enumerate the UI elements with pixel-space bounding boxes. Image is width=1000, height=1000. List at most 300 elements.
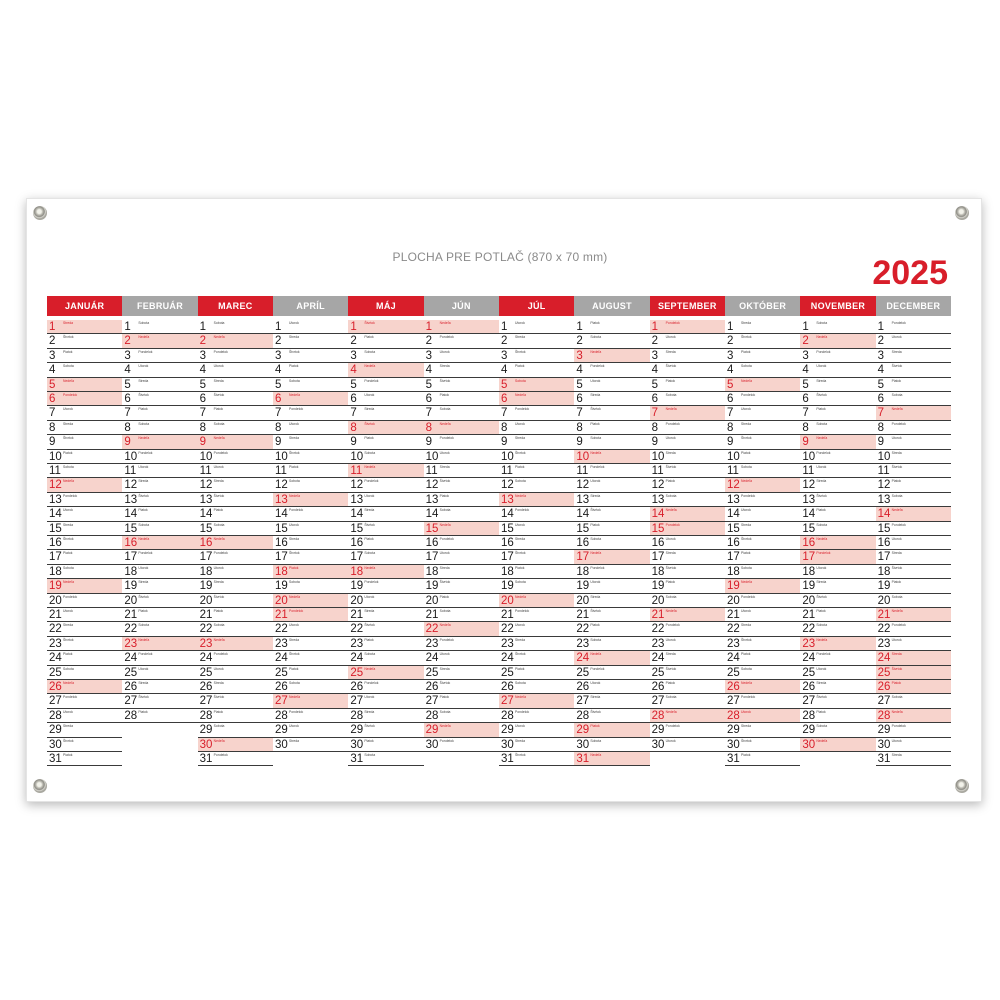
month-column (348, 296, 423, 766)
weekday-name: Streda (515, 637, 525, 642)
day-number: 4 (802, 364, 809, 377)
day-row (424, 349, 499, 363)
day-number: 17 (275, 551, 288, 564)
day-number: 16 (727, 537, 740, 549)
weekday-name: Pondelok (665, 522, 680, 527)
weekday-name: Piatok (213, 609, 224, 613)
day-row (198, 435, 273, 449)
day-number: 8 (350, 421, 357, 434)
weekday-name: Pondelok (138, 652, 153, 657)
day-number: 13 (275, 493, 288, 506)
weekday-name: Nedeľa (364, 565, 376, 570)
day-number: 24 (425, 652, 439, 665)
day-row (122, 550, 197, 564)
day-number: 22 (49, 623, 62, 636)
day-row (122, 594, 197, 608)
day-row (800, 464, 875, 478)
day-row (499, 550, 574, 564)
weekday-name: Nedeľa (364, 364, 376, 369)
day-row (650, 709, 725, 723)
day-number: 10 (501, 450, 514, 463)
weekday-name: Sobota (63, 364, 74, 369)
weekday-name: Pondelok (816, 349, 831, 354)
weekday-name: Utorok (741, 609, 751, 613)
weekday-name: Nedeľa (213, 738, 225, 743)
day-number: 14 (877, 508, 891, 521)
day-number: 22 (124, 623, 138, 636)
day-number: 14 (199, 508, 213, 521)
month-column (198, 296, 273, 766)
day-row (574, 349, 649, 363)
day-row (273, 594, 348, 608)
day-row (800, 392, 875, 406)
day-row (122, 651, 197, 665)
day-number: 30 (501, 738, 514, 751)
day-number: 22 (877, 623, 891, 636)
day-row (574, 478, 649, 492)
day-row (198, 709, 273, 723)
weekday-name: Pondelok (891, 421, 906, 426)
weekday-name: Streda (741, 321, 751, 325)
day-row (348, 608, 423, 622)
day-number: 15 (425, 522, 439, 535)
day-row (273, 450, 348, 464)
day-number: 26 (425, 681, 439, 693)
day-number: 13 (425, 493, 439, 506)
day-number: 3 (501, 349, 508, 362)
weekday-name: Štvrtok (63, 335, 74, 340)
day-row (574, 522, 649, 536)
day-number: 20 (576, 594, 590, 607)
day-row (424, 334, 499, 348)
day-row (876, 363, 951, 377)
weekday-name: Streda (816, 378, 827, 383)
weekday-name: Nedeľa (741, 681, 752, 685)
month-column (725, 296, 800, 766)
weekday-name: Utorok (590, 378, 601, 383)
day-row (47, 565, 122, 579)
weekday-name: Piatok (138, 508, 148, 513)
weekday-name: Utorok (816, 465, 827, 469)
day-row (574, 493, 649, 507)
day-row (122, 565, 197, 579)
day-number: 8 (802, 421, 809, 434)
day-row (800, 637, 875, 651)
day-row (725, 666, 800, 680)
weekday-name: Štvrtok (289, 450, 300, 455)
day-number: 1 (727, 321, 734, 333)
day-row (424, 392, 499, 406)
weekday-name: Štvrtok (816, 393, 827, 397)
day-row (273, 680, 348, 694)
day-row (499, 752, 574, 766)
weekday-name: Streda (63, 623, 73, 628)
weekday-name: Sobota (665, 493, 677, 498)
month-header: JANUÁR (47, 296, 122, 316)
day-row (424, 694, 499, 708)
day-number: 13 (49, 493, 62, 506)
day-row (424, 378, 499, 392)
day-row (122, 666, 197, 680)
weekday-name: Štvrtok (665, 666, 677, 671)
day-row (198, 637, 273, 651)
day-row (574, 392, 649, 406)
weekday-name: Piatok (364, 738, 374, 743)
day-row (800, 536, 875, 550)
weekday-name: Štvrtok (590, 709, 601, 714)
weekday-name: Sobota (741, 666, 752, 671)
day-row (499, 320, 574, 334)
day-row (650, 363, 725, 377)
day-number: 28 (199, 709, 213, 722)
day-number: 25 (651, 666, 665, 679)
day-row (348, 550, 423, 564)
day-row (499, 493, 574, 507)
day-number: 29 (501, 724, 514, 737)
day-number: 6 (501, 393, 508, 405)
day-row (725, 622, 800, 636)
day-row (424, 651, 499, 665)
day-number: 3 (425, 349, 433, 362)
weekday-name: Nedeľa (891, 709, 903, 714)
weekday-name: Utorok (364, 393, 375, 397)
day-row (876, 579, 951, 593)
weekday-name: Nedeľa (439, 421, 451, 426)
day-number: 10 (199, 450, 213, 463)
weekday-name: Streda (665, 551, 676, 556)
day-number: 8 (576, 421, 583, 434)
day-number: 2 (49, 335, 56, 348)
day-row (876, 421, 951, 435)
day-number: 1 (877, 321, 885, 333)
weekday-name: Nedeľa (213, 637, 225, 642)
day-row (574, 651, 649, 665)
day-row (273, 579, 348, 593)
day-number: 31 (49, 753, 62, 765)
day-number: 2 (350, 335, 357, 348)
day-number: 24 (275, 652, 288, 665)
weekday-name: Štvrtok (515, 551, 526, 556)
weekday-name: Utorok (515, 421, 525, 426)
day-number: 10 (49, 450, 62, 463)
weekday-name: Nedeľa (364, 666, 376, 671)
day-number: 25 (877, 666, 891, 679)
day-number: 9 (727, 436, 734, 449)
day-number: 6 (49, 393, 56, 405)
day-row (47, 694, 122, 708)
weekday-name: Piatok (816, 407, 826, 412)
weekday-name: Piatok (213, 508, 224, 513)
day-number: 24 (802, 652, 816, 665)
day-row (424, 435, 499, 449)
day-number: 19 (576, 580, 590, 593)
weekday-name: Nedeľa (439, 623, 451, 628)
weekday-name: Streda (515, 537, 525, 541)
day-number: 20 (49, 594, 62, 607)
day-number: 9 (425, 436, 433, 449)
day-number: 14 (425, 508, 439, 521)
weekday-name: Piatok (665, 479, 676, 484)
weekday-name: Nedeľa (289, 393, 300, 397)
day-number: 21 (802, 609, 816, 621)
day-number: 21 (501, 609, 514, 621)
day-row (650, 450, 725, 464)
day-row (650, 493, 725, 507)
day-number: 6 (802, 393, 809, 405)
day-number: 20 (199, 594, 213, 607)
weekday-name: Utorok (289, 623, 299, 628)
day-number: 29 (802, 724, 816, 737)
day-number: 29 (727, 724, 740, 737)
day-row (725, 406, 800, 420)
day-row (800, 680, 875, 694)
day-number: 27 (727, 695, 740, 708)
month-column (424, 296, 499, 766)
day-number: 24 (124, 652, 138, 665)
day-number: 17 (49, 551, 62, 564)
weekday-name: Sobota (891, 393, 903, 397)
weekday-name: Nedeľa (213, 335, 225, 340)
weekday-name: Utorok (741, 709, 751, 714)
month-header: APRÍL (273, 296, 348, 316)
day-row (876, 738, 951, 752)
weekday-name: Pondelok (364, 479, 379, 484)
weekday-name: Piatok (741, 349, 751, 354)
weekday-name: Utorok (590, 580, 601, 585)
day-row (876, 507, 951, 521)
weekday-name: Utorok (816, 565, 827, 570)
day-row (650, 680, 725, 694)
day-row (198, 579, 273, 593)
day-number: 19 (124, 580, 138, 593)
day-number: 24 (651, 652, 665, 665)
day-number: 7 (501, 407, 508, 420)
weekday-name: Štvrtok (289, 349, 300, 354)
day-row (47, 320, 122, 334)
day-row (198, 622, 273, 636)
day-number: 12 (802, 479, 816, 492)
day-row (574, 738, 649, 752)
day-row (574, 579, 649, 593)
day-row (47, 579, 122, 593)
day-number: 24 (501, 652, 514, 665)
weekday-name: Štvrtok (213, 695, 225, 700)
day-row (348, 522, 423, 536)
day-number: 22 (501, 623, 514, 636)
day-number: 11 (199, 465, 212, 477)
day-row (499, 579, 574, 593)
day-number: 13 (350, 493, 364, 506)
day-number: 14 (275, 508, 288, 521)
day-number: 27 (501, 695, 514, 708)
weekday-name: Štvrtok (364, 421, 375, 426)
weekday-name: Streda (816, 580, 827, 585)
day-number: 17 (350, 551, 364, 564)
day-number: 21 (576, 609, 590, 621)
day-row (499, 723, 574, 737)
weekday-name: Streda (816, 479, 827, 484)
day-number: 23 (275, 637, 288, 650)
day-number: 20 (350, 594, 364, 607)
day-row (876, 666, 951, 680)
day-row (198, 421, 273, 435)
weekday-name: Pondelok (816, 652, 831, 657)
weekday-name: Utorok (213, 465, 224, 469)
weekday-name: Sobota (590, 537, 602, 541)
weekday-name: Piatok (138, 709, 148, 714)
day-row (273, 464, 348, 478)
weekday-name: Nedeľa (515, 493, 526, 498)
day-row (650, 651, 725, 665)
day-number: 28 (124, 709, 138, 722)
weekday-name: Nedeľa (63, 378, 74, 383)
day-row (650, 536, 725, 550)
weekday-name: Sobota (364, 753, 376, 757)
weekday-name: Sobota (590, 436, 602, 441)
day-row (47, 651, 122, 665)
day-row (725, 522, 800, 536)
day-row (348, 478, 423, 492)
day-number: 19 (199, 580, 213, 593)
day-row (499, 594, 574, 608)
day-row (122, 680, 197, 694)
day-row (273, 550, 348, 564)
day-row (424, 579, 499, 593)
day-row (424, 464, 499, 478)
day-row (348, 666, 423, 680)
weekday-name: Nedeľa (439, 321, 451, 325)
weekday-name: Sobota (63, 465, 74, 469)
day-number: 15 (49, 522, 62, 535)
day-row (122, 522, 197, 536)
weekday-name: Nedeľa (665, 508, 677, 513)
weekday-name: Štvrtok (364, 623, 375, 628)
weekday-name: Piatok (891, 378, 902, 383)
weekday-name: Pondelok (63, 393, 78, 397)
day-number: 8 (651, 421, 659, 434)
print-area-label: PLOCHA PRE POTLAČ (870 x 70 mm) (392, 250, 608, 264)
day-row (198, 680, 273, 694)
weekday-name: Piatok (590, 321, 600, 325)
day-number: 9 (501, 436, 508, 449)
day-number: 21 (727, 609, 740, 621)
day-number: 25 (199, 666, 213, 679)
day-row (273, 435, 348, 449)
day-row (876, 378, 951, 392)
day-row (122, 507, 197, 521)
day-number: 25 (501, 666, 514, 679)
weekday-name: Štvrtok (891, 465, 903, 469)
day-number: 30 (877, 738, 891, 751)
weekday-name: Piatok (741, 450, 751, 455)
day-number: 17 (199, 551, 213, 564)
weekday-name: Utorok (439, 551, 450, 556)
day-row (499, 522, 574, 536)
day-number: 16 (425, 537, 439, 549)
weekday-name: Nedeľa (816, 738, 828, 743)
day-number: 25 (425, 666, 439, 679)
day-row (650, 378, 725, 392)
weekday-name: Nedeľa (213, 537, 225, 541)
month-column (800, 296, 875, 766)
weekday-name: Pondelok (665, 724, 680, 729)
day-row (800, 507, 875, 521)
weekday-name: Sobota (891, 594, 903, 599)
day-row (348, 450, 423, 464)
day-number: 3 (576, 349, 583, 362)
day-row (499, 637, 574, 651)
day-row (47, 752, 122, 766)
weekday-name: Štvrtok (289, 551, 300, 556)
day-row (348, 723, 423, 737)
weekday-name: Štvrtok (891, 666, 903, 671)
day-row (574, 723, 649, 737)
day-number: 5 (727, 378, 734, 391)
day-number: 7 (877, 407, 885, 420)
weekday-name: Nedeľa (891, 407, 903, 412)
grommet-bottom-right (955, 779, 969, 793)
day-number: 30 (651, 738, 665, 751)
day-number: 27 (877, 695, 891, 708)
day-row (650, 507, 725, 521)
day-row (725, 450, 800, 464)
day-number: 7 (49, 407, 56, 420)
month-header: NOVEMBER (800, 296, 875, 316)
day-number: 4 (124, 364, 131, 377)
day-number: 10 (802, 450, 816, 463)
weekday-name: Piatok (364, 537, 374, 541)
day-row (574, 320, 649, 334)
weekday-name: Štvrtok (816, 695, 827, 700)
weekday-name: Streda (590, 393, 601, 397)
day-number: 14 (501, 508, 514, 521)
day-number: 6 (877, 393, 885, 405)
day-number: 23 (199, 637, 213, 650)
weekday-name: Nedeľa (515, 695, 526, 700)
weekday-name: Sobota (590, 738, 602, 743)
day-number: 18 (727, 565, 740, 578)
day-number: 5 (199, 378, 207, 391)
day-row (424, 493, 499, 507)
weekday-name: Nedeľa (439, 522, 451, 527)
weekday-name: Sobota (289, 378, 300, 383)
day-row (47, 738, 122, 752)
day-number: 28 (877, 709, 891, 722)
day-row (800, 450, 875, 464)
day-row (424, 522, 499, 536)
day-row (800, 565, 875, 579)
weekday-name: Utorok (515, 623, 525, 628)
day-number: 14 (350, 508, 364, 521)
day-row (499, 334, 574, 348)
day-row (47, 608, 122, 622)
weekday-name: Piatok (816, 709, 826, 714)
weekday-name: Pondelok (63, 493, 78, 498)
weekday-name: Sobota (590, 637, 602, 642)
day-row (876, 464, 951, 478)
day-row (47, 478, 122, 492)
day-row (198, 666, 273, 680)
day-row (273, 392, 348, 406)
weekday-name: Nedeľa (289, 493, 300, 498)
day-row (725, 694, 800, 708)
day-number: 22 (802, 623, 816, 636)
weekday-name: Štvrtok (138, 594, 149, 599)
day-row (574, 637, 649, 651)
weekday-name: Sobota (213, 623, 225, 628)
day-number: 25 (576, 666, 590, 679)
day-number: 17 (124, 551, 138, 564)
